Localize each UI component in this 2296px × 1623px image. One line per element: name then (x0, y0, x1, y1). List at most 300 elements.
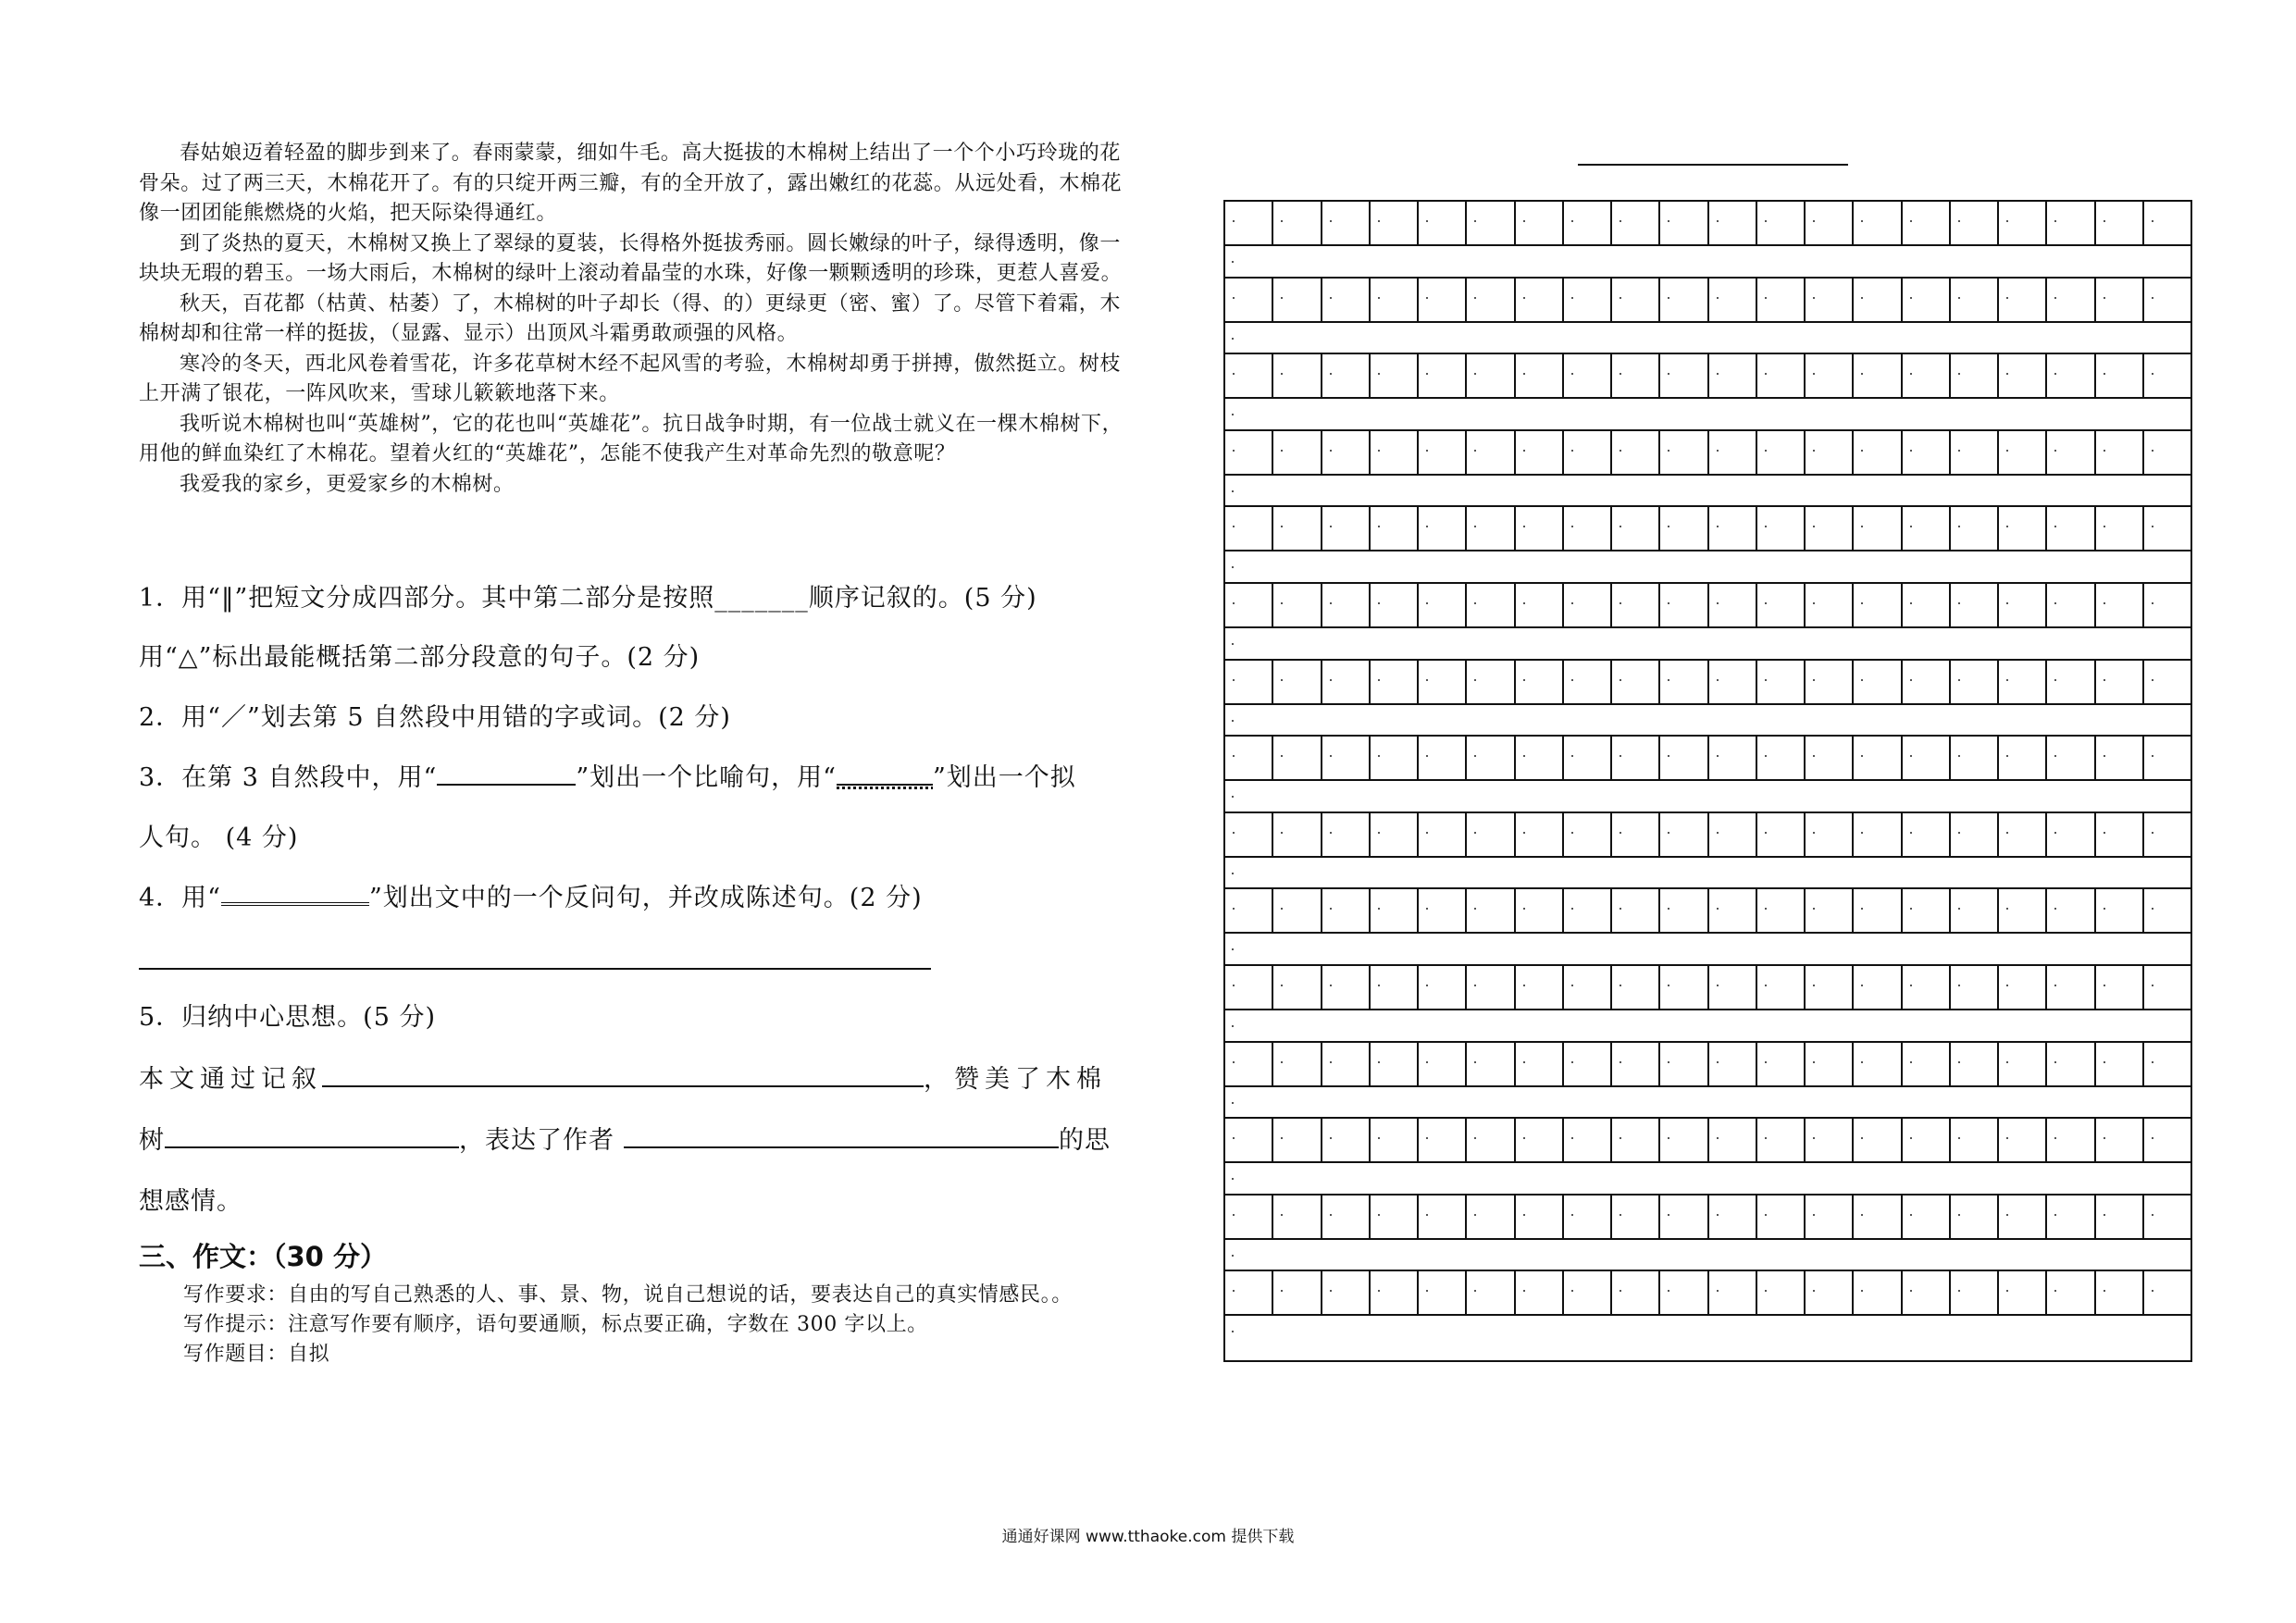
grid-cell[interactable] (1417, 505, 1465, 551)
grid-cell[interactable] (1417, 1270, 1465, 1316)
grid-cell[interactable] (1514, 1117, 1562, 1163)
grid-cell[interactable] (2094, 505, 2142, 551)
grid-cell[interactable] (1321, 1194, 1369, 1240)
grid-cell[interactable] (1610, 582, 1658, 628)
grid-cell[interactable] (1272, 735, 1320, 781)
grid-cell[interactable] (1804, 582, 1852, 628)
grid-cell[interactable] (1562, 812, 1610, 858)
grid-cell[interactable] (1901, 353, 1949, 399)
grid-cell[interactable] (1321, 735, 1369, 781)
grid-cell[interactable] (1562, 659, 1610, 705)
grid-cell[interactable] (1514, 429, 1562, 476)
answer-blank-praise[interactable] (165, 1124, 459, 1148)
grid-cell[interactable] (2142, 429, 2191, 476)
grid-cell[interactable] (1707, 1194, 1756, 1240)
grid-cell[interactable] (1901, 582, 1949, 628)
grid-cell[interactable] (1272, 964, 1320, 1010)
grid-cell[interactable] (1707, 887, 1756, 934)
grid-cell[interactable] (1417, 659, 1465, 705)
grid-cell[interactable] (1756, 1194, 1804, 1240)
grid-cell[interactable] (1562, 582, 1610, 628)
grid-cell[interactable] (2094, 887, 2142, 934)
grid-cell[interactable] (1417, 812, 1465, 858)
grid-cell[interactable] (2045, 1270, 2093, 1316)
grid-cell[interactable] (1225, 505, 1272, 551)
grid-cell[interactable] (1321, 812, 1369, 858)
grid-cell[interactable] (1465, 659, 1513, 705)
grid-cell[interactable] (1997, 277, 2045, 323)
grid-cell[interactable] (1949, 1041, 1997, 1087)
grid-cell[interactable] (2142, 964, 2191, 1010)
grid-cell[interactable] (1225, 1041, 1272, 1087)
grid-cell[interactable] (1514, 1194, 1562, 1240)
grid-cell[interactable] (1514, 277, 1562, 323)
grid-cell[interactable] (1707, 353, 1756, 399)
grid-cell[interactable] (1514, 735, 1562, 781)
grid-cell[interactable] (2142, 1194, 2191, 1240)
grid-cell[interactable] (1225, 964, 1272, 1010)
grid-cell[interactable] (1756, 582, 1804, 628)
grid-cell[interactable] (1756, 429, 1804, 476)
grid-cell[interactable] (1707, 964, 1756, 1010)
grid-cell[interactable] (1658, 659, 1706, 705)
grid-cell[interactable] (1465, 812, 1513, 858)
grid-cell[interactable] (1417, 582, 1465, 628)
grid-cell[interactable] (1562, 964, 1610, 1010)
grid-cell[interactable] (1804, 964, 1852, 1010)
grid-cell[interactable] (1417, 1194, 1465, 1240)
grid-cell[interactable] (1949, 1270, 1997, 1316)
grid-cell[interactable] (1562, 1270, 1610, 1316)
grid-cell[interactable] (1756, 1270, 1804, 1316)
grid-cell[interactable] (1949, 505, 1997, 551)
answer-line-q4[interactable] (139, 968, 931, 970)
grid-cell[interactable] (1514, 1270, 1562, 1316)
grid-cell[interactable] (1272, 1194, 1320, 1240)
grid-cell[interactable] (2094, 277, 2142, 323)
grid-cell[interactable] (1272, 582, 1320, 628)
grid-cell[interactable] (1997, 964, 2045, 1010)
grid-cell[interactable] (2094, 1270, 2142, 1316)
grid-cell[interactable] (1949, 353, 1997, 399)
grid-cell[interactable] (1949, 812, 1997, 858)
grid-cell[interactable] (1369, 353, 1417, 399)
grid-cell[interactable] (1901, 1041, 1949, 1087)
grid-cell[interactable] (1707, 1041, 1756, 1087)
grid-cell[interactable] (1901, 659, 1949, 705)
grid-cell[interactable] (2142, 200, 2191, 246)
grid-cell[interactable] (1756, 735, 1804, 781)
grid-cell[interactable] (1949, 1117, 1997, 1163)
grid-cell[interactable] (2094, 1041, 2142, 1087)
grid-cell[interactable] (1225, 1270, 1272, 1316)
grid-cell[interactable] (1658, 887, 1706, 934)
grid-cell[interactable] (1949, 735, 1997, 781)
grid-cell[interactable] (1514, 812, 1562, 858)
grid-cell[interactable] (1658, 1041, 1706, 1087)
grid-cell[interactable] (1610, 659, 1658, 705)
grid-cell[interactable] (2045, 887, 2093, 934)
grid-cell[interactable] (1658, 200, 1706, 246)
grid-cell[interactable] (1562, 1041, 1610, 1087)
grid-cell[interactable] (2142, 1270, 2191, 1316)
grid-cell[interactable] (1514, 582, 1562, 628)
grid-cell[interactable] (1514, 1041, 1562, 1087)
grid-cell[interactable] (1949, 887, 1997, 934)
grid-cell[interactable] (1369, 1194, 1417, 1240)
composition-title-line[interactable] (1578, 164, 1848, 166)
grid-cell[interactable] (1610, 1194, 1658, 1240)
grid-cell[interactable] (2045, 812, 2093, 858)
grid-cell[interactable] (1610, 964, 1658, 1010)
grid-cell[interactable] (1610, 1117, 1658, 1163)
grid-cell[interactable] (2094, 429, 2142, 476)
grid-cell[interactable] (1514, 505, 1562, 551)
grid-cell[interactable] (1756, 659, 1804, 705)
grid-cell[interactable] (2142, 582, 2191, 628)
grid-cell[interactable] (1514, 887, 1562, 934)
grid-cell[interactable] (1272, 277, 1320, 323)
grid-cell[interactable] (1417, 200, 1465, 246)
grid-cell[interactable] (1321, 277, 1369, 323)
grid-cell[interactable] (2094, 964, 2142, 1010)
grid-cell[interactable] (1225, 582, 1272, 628)
grid-cell[interactable] (1707, 812, 1756, 858)
grid-cell[interactable] (1804, 1117, 1852, 1163)
grid-cell[interactable] (1852, 659, 1900, 705)
grid-cell[interactable] (1707, 659, 1756, 705)
grid-cell[interactable] (2045, 1117, 2093, 1163)
grid-cell[interactable] (1321, 964, 1369, 1010)
grid-cell[interactable] (1272, 429, 1320, 476)
grid-cell[interactable] (1465, 887, 1513, 934)
grid-cell[interactable] (1804, 812, 1852, 858)
grid-cell[interactable] (1369, 887, 1417, 934)
grid-cell[interactable] (1852, 887, 1900, 934)
grid-cell[interactable] (1658, 812, 1706, 858)
grid-cell[interactable] (2045, 735, 2093, 781)
grid-cell[interactable] (1562, 429, 1610, 476)
grid-cell[interactable] (1321, 887, 1369, 934)
answer-blank-narration[interactable] (322, 1063, 924, 1087)
grid-cell[interactable] (1756, 277, 1804, 323)
grid-cell[interactable] (1852, 429, 1900, 476)
grid-cell[interactable] (1949, 1194, 1997, 1240)
grid-cell[interactable] (1610, 277, 1658, 323)
grid-cell[interactable] (1321, 353, 1369, 399)
grid-cell[interactable] (1562, 505, 1610, 551)
grid-cell[interactable] (1804, 1270, 1852, 1316)
grid-cell[interactable] (2045, 200, 2093, 246)
grid-cell[interactable] (1225, 353, 1272, 399)
grid-cell[interactable] (1852, 353, 1900, 399)
grid-cell[interactable] (1610, 812, 1658, 858)
grid-cell[interactable] (1901, 429, 1949, 476)
grid-cell[interactable] (1272, 505, 1320, 551)
grid-cell[interactable] (1756, 812, 1804, 858)
grid-cell[interactable] (1417, 735, 1465, 781)
grid-cell[interactable] (1707, 735, 1756, 781)
grid-cell[interactable] (2094, 659, 2142, 705)
grid-cell[interactable] (1321, 659, 1369, 705)
grid-cell[interactable] (2094, 735, 2142, 781)
grid-cell[interactable] (2045, 429, 2093, 476)
grid-cell[interactable] (1707, 429, 1756, 476)
grid-cell[interactable] (1901, 277, 1949, 323)
grid-cell[interactable] (1225, 812, 1272, 858)
grid-cell[interactable] (1756, 353, 1804, 399)
grid-cell[interactable] (1997, 505, 2045, 551)
grid-cell[interactable] (2142, 735, 2191, 781)
grid-cell[interactable] (1562, 200, 1610, 246)
grid-cell[interactable] (1465, 735, 1513, 781)
grid-cell[interactable] (1997, 1194, 2045, 1240)
grid-cell[interactable] (1610, 200, 1658, 246)
grid-cell[interactable] (1417, 1041, 1465, 1087)
grid-cell[interactable] (1756, 887, 1804, 934)
grid-cell[interactable] (1852, 200, 1900, 246)
grid-cell[interactable] (1610, 887, 1658, 934)
grid-cell[interactable] (1610, 429, 1658, 476)
grid-cell[interactable] (1272, 200, 1320, 246)
grid-cell[interactable] (1514, 659, 1562, 705)
grid-cell[interactable] (1804, 735, 1852, 781)
grid-cell[interactable] (1901, 964, 1949, 1010)
grid-cell[interactable] (1804, 277, 1852, 323)
grid-cell[interactable] (2142, 659, 2191, 705)
grid-cell[interactable] (1997, 582, 2045, 628)
grid-cell[interactable] (1658, 1117, 1706, 1163)
grid-cell[interactable] (1465, 1117, 1513, 1163)
grid-cell[interactable] (1949, 964, 1997, 1010)
grid-cell[interactable] (2142, 277, 2191, 323)
grid-cell[interactable] (1465, 353, 1513, 399)
grid-cell[interactable] (1658, 735, 1706, 781)
grid-cell[interactable] (1707, 1270, 1756, 1316)
grid-cell[interactable] (1804, 505, 1852, 551)
grid-cell[interactable] (1417, 1117, 1465, 1163)
grid-cell[interactable] (1997, 1041, 2045, 1087)
grid-cell[interactable] (1369, 429, 1417, 476)
grid-cell[interactable] (1225, 200, 1272, 246)
grid-cell[interactable] (1997, 429, 2045, 476)
grid-cell[interactable] (1514, 353, 1562, 399)
grid-cell[interactable] (1658, 353, 1706, 399)
grid-cell[interactable] (1852, 582, 1900, 628)
grid-cell[interactable] (1997, 659, 2045, 705)
grid-cell[interactable] (1997, 1270, 2045, 1316)
grid-cell[interactable] (1997, 812, 2045, 858)
grid-cell[interactable] (1321, 429, 1369, 476)
grid-cell[interactable] (1658, 277, 1706, 323)
grid-cell[interactable] (1901, 1270, 1949, 1316)
grid-cell[interactable] (2094, 1117, 2142, 1163)
grid-cell[interactable] (1901, 735, 1949, 781)
grid-cell[interactable] (2142, 353, 2191, 399)
grid-cell[interactable] (1707, 582, 1756, 628)
grid-cell[interactable] (1852, 277, 1900, 323)
grid-cell[interactable] (1465, 429, 1513, 476)
grid-cell[interactable] (2045, 964, 2093, 1010)
grid-cell[interactable] (1369, 277, 1417, 323)
grid-cell[interactable] (1949, 429, 1997, 476)
grid-cell[interactable] (1901, 1117, 1949, 1163)
grid-cell[interactable] (1272, 887, 1320, 934)
grid-cell[interactable] (2094, 812, 2142, 858)
grid-cell[interactable] (1852, 812, 1900, 858)
grid-cell[interactable] (1369, 659, 1417, 705)
grid-cell[interactable] (1272, 353, 1320, 399)
grid-cell[interactable] (1225, 429, 1272, 476)
grid-cell[interactable] (2045, 277, 2093, 323)
grid-cell[interactable] (1804, 1041, 1852, 1087)
grid-cell[interactable] (1658, 1194, 1706, 1240)
grid-cell[interactable] (1756, 505, 1804, 551)
grid-cell[interactable] (1997, 735, 2045, 781)
grid-cell[interactable] (2045, 1194, 2093, 1240)
grid-cell[interactable] (1901, 200, 1949, 246)
grid-cell[interactable] (1804, 200, 1852, 246)
grid-cell[interactable] (1369, 812, 1417, 858)
grid-cell[interactable] (1465, 1270, 1513, 1316)
grid-cell[interactable] (2094, 200, 2142, 246)
grid-cell[interactable] (1756, 964, 1804, 1010)
grid-cell[interactable] (1321, 1270, 1369, 1316)
grid-cell[interactable] (1369, 735, 1417, 781)
grid-cell[interactable] (1272, 1041, 1320, 1087)
grid-cell[interactable] (1804, 1194, 1852, 1240)
grid-cell[interactable] (2142, 1117, 2191, 1163)
grid-cell[interactable] (1272, 1270, 1320, 1316)
grid-cell[interactable] (1901, 887, 1949, 934)
grid-cell[interactable] (1321, 1117, 1369, 1163)
grid-cell[interactable] (1225, 277, 1272, 323)
grid-cell[interactable] (2094, 353, 2142, 399)
grid-cell[interactable] (1465, 582, 1513, 628)
grid-cell[interactable] (1852, 505, 1900, 551)
grid-cell[interactable] (2094, 582, 2142, 628)
grid-cell[interactable] (2142, 505, 2191, 551)
grid-cell[interactable] (1321, 1041, 1369, 1087)
grid-cell[interactable] (1658, 964, 1706, 1010)
grid-cell[interactable] (1369, 200, 1417, 246)
grid-cell[interactable] (1562, 735, 1610, 781)
grid-cell[interactable] (1562, 887, 1610, 934)
grid-cell[interactable] (1369, 1041, 1417, 1087)
grid-cell[interactable] (1514, 964, 1562, 1010)
grid-cell[interactable] (1756, 1041, 1804, 1087)
grid-cell[interactable] (1658, 429, 1706, 476)
grid-cell[interactable] (1852, 1117, 1900, 1163)
grid-cell[interactable] (1465, 1041, 1513, 1087)
grid-cell[interactable] (1707, 200, 1756, 246)
grid-cell[interactable] (1804, 429, 1852, 476)
grid-cell[interactable] (1658, 505, 1706, 551)
grid-cell[interactable] (1658, 1270, 1706, 1316)
grid-cell[interactable] (1417, 429, 1465, 476)
grid-cell[interactable] (1321, 505, 1369, 551)
grid-cell[interactable] (1610, 1041, 1658, 1087)
grid-cell[interactable] (1369, 1117, 1417, 1163)
grid-cell[interactable] (1369, 964, 1417, 1010)
grid-cell[interactable] (1852, 1194, 1900, 1240)
grid-cell[interactable] (1804, 659, 1852, 705)
grid-cell[interactable] (1852, 735, 1900, 781)
grid-cell[interactable] (2045, 582, 2093, 628)
grid-cell[interactable] (1369, 505, 1417, 551)
grid-cell[interactable] (1465, 1194, 1513, 1240)
grid-cell[interactable] (1901, 505, 1949, 551)
grid-cell[interactable] (1514, 200, 1562, 246)
grid-cell[interactable] (1562, 277, 1610, 323)
grid-cell[interactable] (1272, 812, 1320, 858)
grid-cell[interactable] (1997, 887, 2045, 934)
grid-cell[interactable] (1949, 582, 1997, 628)
grid-cell[interactable] (1465, 277, 1513, 323)
grid-cell[interactable] (1369, 1270, 1417, 1316)
grid-cell[interactable] (1225, 659, 1272, 705)
grid-cell[interactable] (1562, 1194, 1610, 1240)
grid-cell[interactable] (1562, 353, 1610, 399)
grid-cell[interactable] (2142, 812, 2191, 858)
grid-cell[interactable] (1756, 1117, 1804, 1163)
grid-cell[interactable] (1949, 277, 1997, 323)
grid-cell[interactable] (2045, 353, 2093, 399)
grid-cell[interactable] (1949, 659, 1997, 705)
grid-cell[interactable] (1417, 277, 1465, 323)
grid-cell[interactable] (1852, 1041, 1900, 1087)
grid-cell[interactable] (2094, 1194, 2142, 1240)
grid-cell[interactable] (1417, 887, 1465, 934)
grid-cell[interactable] (1658, 582, 1706, 628)
grid-cell[interactable] (1562, 1117, 1610, 1163)
grid-cell[interactable] (1901, 812, 1949, 858)
grid-cell[interactable] (1804, 353, 1852, 399)
grid-cell[interactable] (1369, 582, 1417, 628)
grid-cell[interactable] (2142, 887, 2191, 934)
grid-cell[interactable] (1225, 1194, 1272, 1240)
grid-cell[interactable] (1225, 1117, 1272, 1163)
grid-cell[interactable] (1465, 964, 1513, 1010)
grid-cell[interactable] (1225, 735, 1272, 781)
grid-cell[interactable] (1997, 1117, 2045, 1163)
grid-cell[interactable] (1804, 887, 1852, 934)
grid-cell[interactable] (1321, 582, 1369, 628)
composition-writing-grid[interactable] (1223, 200, 2192, 1362)
grid-cell[interactable] (1852, 1270, 1900, 1316)
grid-cell[interactable] (1707, 1117, 1756, 1163)
answer-blank-feeling[interactable] (624, 1124, 1059, 1148)
grid-cell[interactable] (1707, 505, 1756, 551)
grid-cell[interactable] (1707, 277, 1756, 323)
grid-cell[interactable] (1997, 200, 2045, 246)
grid-cell[interactable] (2045, 505, 2093, 551)
grid-cell[interactable] (1465, 200, 1513, 246)
grid-cell[interactable] (1756, 200, 1804, 246)
grid-cell[interactable] (1321, 200, 1369, 246)
grid-cell[interactable] (1417, 353, 1465, 399)
grid-cell[interactable] (1949, 200, 1997, 246)
grid-cell[interactable] (2045, 1041, 2093, 1087)
grid-cell[interactable] (1225, 887, 1272, 934)
grid-cell[interactable] (1997, 353, 2045, 399)
grid-cell[interactable] (1901, 1194, 1949, 1240)
grid-cell[interactable] (1852, 964, 1900, 1010)
grid-cell[interactable] (1610, 1270, 1658, 1316)
grid-cell[interactable] (1272, 659, 1320, 705)
grid-cell[interactable] (1417, 964, 1465, 1010)
grid-cell[interactable] (1610, 505, 1658, 551)
